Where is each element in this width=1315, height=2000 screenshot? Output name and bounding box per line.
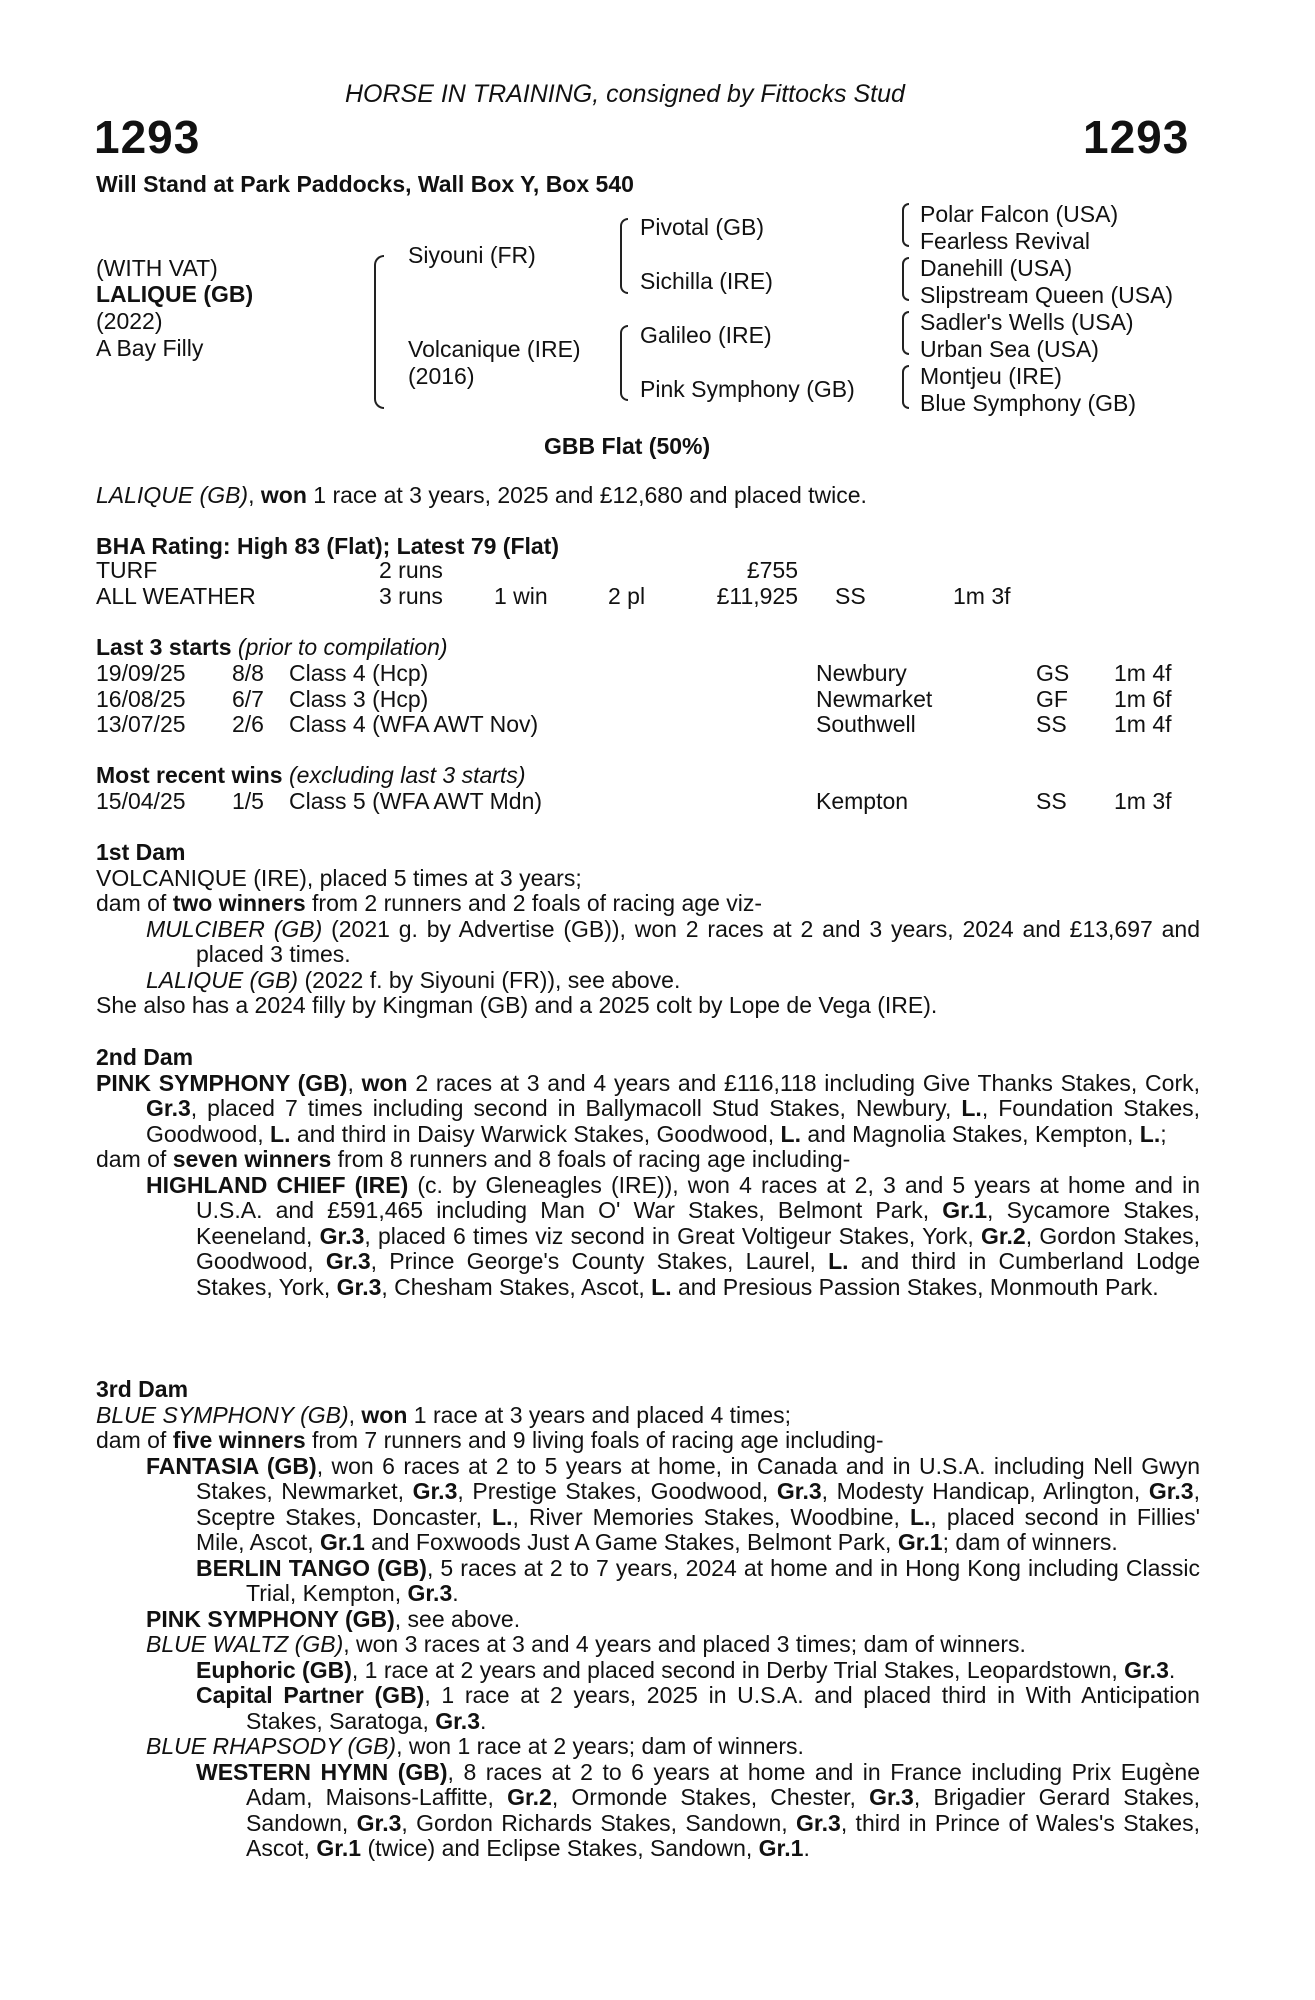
pedigree-dam: Volcanique (IRE) [408,336,581,362]
start-going: GS [1036,660,1070,686]
pedigree-dam-year: (2016) [408,363,475,389]
start-class: Class 3 (Hcp) [289,685,429,712]
produce-berlin-tango: BERLIN TANGO (GB), 5 races at 2 to 7 years, 2024 at home and in Hong Kong including Classic Trial, Kempton, Gr.3. [196,1554,1200,1606]
surface-wins [494,558,608,584]
summary-horse: LALIQUE (GB) [96,482,249,508]
surface-distance [953,558,1011,584]
surface-going [798,558,953,584]
surface-runs: 3 runs [379,582,443,609]
surface-row-aw [96,584,1011,610]
start-date: 16/08/25 [96,685,186,712]
produce-lalique: LALIQUE (GB) (2022 f. by Siyouni (FR)), see above. [146,966,681,993]
last-starts-table [96,661,1172,738]
lot-number-right: 1293 [1083,111,1190,163]
lot-number-left: 1293 [94,111,201,163]
produce-pink-symphony: PINK SYMPHONY (GB), see above. [146,1605,521,1632]
pedigree-dam-dam: Pink Symphony (GB) [640,376,855,402]
second-dam-section [96,1045,1200,1300]
pedigree-sire: Siyouni (FR) [408,242,536,268]
surface-placed: 2 pl [608,582,646,609]
first-dam-line: VOLCANIQUE (IRE), placed 5 times at 3 years; [96,864,582,891]
start-class: Class 5 (WFA AWT Mdn) [289,788,543,814]
produce-fantasia: FANTASIA (GB), won 6 races at 2 to 5 years at home, in Canada and in U.S.A. including Nell Gwyn Stakes, Newmarket, Gr.3, Prestige Stakes, Goodwood, Gr.3, Modesty Handicap, Arlington, Gr.3, Sceptre Stakes, Doncaster, L., River Memories Stakes, Woodbine, L., placed second in Fillies' Mile, Ascot, Gr.1 and Foxwoods Just A Game Stakes, Belmont Park, Gr.1; dam of winners. [146,1452,1200,1555]
surface-placed [608,558,708,584]
third-dam-record: BLUE SYMPHONY (GB), won 1 race at 3 years and placed 4 times; [96,1401,791,1428]
first-dam-later-foals: She also has a 2024 filly by Kingman (GB) and a 2025 colt by Lope de Vega (IRE). [96,992,938,1018]
start-position: 6/7 [232,685,264,712]
pedigree-sire-sire: Pivotal (GB) [640,214,764,240]
pedigree-brace-main [374,255,384,409]
pedigree-dsd: Urban Sea (USA) [920,336,1099,362]
vat-note: (WITH VAT) [96,255,218,281]
pedigree-sss: Polar Falcon (USA) [920,201,1119,227]
pedigree-brace-dd [902,365,909,409]
start-date: 19/09/25 [96,660,186,686]
second-dam-record: PINK SYMPHONY (GB), won 2 races at 3 and 4 years and £116,118 including Give Thanks Stakes, Cork, Gr.3, placed 7 times including second in Ballymacoll Stud Stakes, Newbury, L., Foundation Stakes, Goodwood, L. and third in Daisy Warwick Stakes, Goodwood, L. and Magnolia Stakes, Kempton, L.; [96,1069,1201,1147]
pedigree-dds: Montjeu (IRE) [920,363,1062,389]
start-going: SS [1036,711,1067,737]
start-position: 1/5 [232,788,264,814]
second-dam-title: 2nd Dam [96,1044,194,1070]
pedigree-brace-ds [902,311,909,355]
produce-western-hymn: WESTERN HYMN (GB), 8 races at 2 to 6 years at home and in France including Prix Eugène Adam, Maisons-Laffitte, Gr.2, Ormonde Stakes, Chester, Gr.3, Brigadier Gerard Stakes, Sandown, Gr.3, Gordon Richards Stakes, Sandown, Gr.3, third in Prince of Wales's Stakes, Ascot, Gr.1 (twice) and Eclipse Stakes, Sandown, Gr.1. [196,1758,1201,1861]
start-class: Class 4 (WFA AWT Nov) [289,711,539,737]
start-position: 8/8 [232,660,264,686]
pedigree-sire-dam: Sichilla (IRE) [640,268,773,294]
recent-wins-note: (excluding last 3 starts) [282,762,526,788]
first-dam-title: 1st Dam [96,839,186,865]
stand-location: Will Stand at Park Paddocks, Wall Box Y, Box 540 [96,171,634,197]
first-dam-produce: dam of two winners from 2 runners and 2 foals of racing age viz- [96,890,763,916]
recent-wins-title: Most recent wins [96,762,283,788]
produce-euphoric: Euphoric (GB), 1 race at 2 years and placed second in Derby Trial Stakes, Leopardstown, Gr.3. [196,1656,1176,1683]
horse-name: LALIQUE (GB) [96,281,254,307]
last-starts-title: Last 3 starts [96,634,232,660]
produce-capital-partner: Capital Partner (GB), 1 race at 2 years, 2025 in U.S.A. and placed third in With Anticipation Stakes, Saratoga, Gr.3. [196,1682,1200,1734]
surface-row-turf [96,558,1011,584]
surface-runs: 2 runs [379,557,443,583]
start-course: Newmarket [816,685,933,712]
start-going: GF [1036,685,1068,712]
pedigree-sds: Danehill (USA) [920,255,1073,281]
catalogue-subtitle: HORSE IN TRAINING, consigned by Fittocks Stud [345,80,905,108]
surface-going: SS [835,582,866,609]
pedigree-ddd: Blue Symphony (GB) [920,390,1137,416]
produce-mulciber: MULCIBER (GB) (2021 g. by Advertise (GB)), won 2 races at 2 and 3 years, 2024 and £13,697 and placed 3 times. [146,915,1201,967]
summary-won: won [260,482,307,508]
start-date: 15/04/25 [96,788,186,814]
pedigree-dss: Sadler's Wells (USA) [920,309,1134,335]
gbb-note: GBB Flat (50%) [544,433,711,459]
start-row [96,687,1172,713]
third-dam-section [96,1377,1200,1862]
horse-description: A Bay Filly [96,335,204,361]
surface-distance: 1m 3f [953,582,1011,609]
pedigree-brace-sire [620,218,628,294]
start-class: Class 4 (Hcp) [289,660,429,686]
produce-highland-chief: HIGHLAND CHIEF (IRE) (c. by Gleneagles (IRE)), won 4 races at 2, 3 and 5 years at home and in U.S.A. and £591,465 including Man O' War Stakes, Belmont Park, Gr.1, Sycamore Stakes, Keeneland, Gr.3, placed 6 times viz second in Great Voltigeur Stakes, York, Gr.2, Gordon Stakes, Goodwood, Gr.3, Prince George's County Stakes, Laurel, L. and third in Cumberland Lodge Stakes, York, Gr.3, Chesham Stakes, Ascot, L. and Presious Passion Stakes, Monmouth Park. [146,1171,1200,1300]
start-distance: 1m 4f [1114,711,1172,737]
start-row [96,661,1172,687]
second-dam-produce: dam of seven winners from 8 runners and 8 foals of racing age including- [96,1146,851,1172]
pedigree-dam-sire: Galileo (IRE) [640,322,772,348]
last-starts-heading [96,635,448,661]
start-course: Kempton [816,788,909,814]
surface-prize: £755 [746,557,798,583]
pedigree-brace-dam [620,325,628,401]
start-row [96,712,1172,738]
pedigree-brace-ss [902,203,909,247]
start-distance: 1m 6f [1114,685,1172,712]
first-dam-section [96,840,1200,1019]
last-starts-note: (prior to compilation) [231,634,448,660]
summary-text: 1 race at 3 years, 2025 and £12,680 and placed twice. [306,482,867,508]
start-course: Newbury [816,660,907,686]
recent-wins-heading [96,763,525,789]
recent-wins-table [96,789,1172,815]
produce-blue-rhapsody: BLUE RHAPSODY (GB), won 1 race at 2 years; dam of winners. [146,1733,804,1759]
start-row [96,789,1172,815]
bha-rating: BHA Rating: High 83 (Flat); Latest 79 (Flat) [96,533,559,559]
surface-table [96,558,1011,609]
start-going: SS [1036,788,1067,814]
surface-prize: £11,925 [716,582,798,609]
third-dam-produce: dam of five winners from 7 runners and 9 living foals of racing age including- [96,1427,884,1453]
pedigree-sdd: Slipstream Queen (USA) [920,282,1174,308]
start-distance: 1m 4f [1114,660,1172,686]
surface-name: TURF [96,557,158,583]
start-course: Southwell [816,711,916,737]
surface-wins: 1 win [494,582,548,609]
race-summary: LALIQUE (GB), won 1 race at 3 years, 2025 and £12,680 and placed twice. [96,482,867,508]
pedigree-brace-sd [902,257,909,301]
horse-year: (2022) [96,308,163,334]
pedigree-ssd: Fearless Revival [920,228,1090,254]
start-position: 2/6 [232,711,264,737]
surface-name: ALL WEATHER [96,582,256,609]
produce-blue-waltz: BLUE WALTZ (GB), won 3 races at 3 and 4 years and placed 3 times; dam of winners. [146,1631,1026,1657]
start-distance: 1m 3f [1114,788,1172,814]
start-date: 13/07/25 [96,711,186,737]
third-dam-title: 3rd Dam [96,1376,189,1402]
